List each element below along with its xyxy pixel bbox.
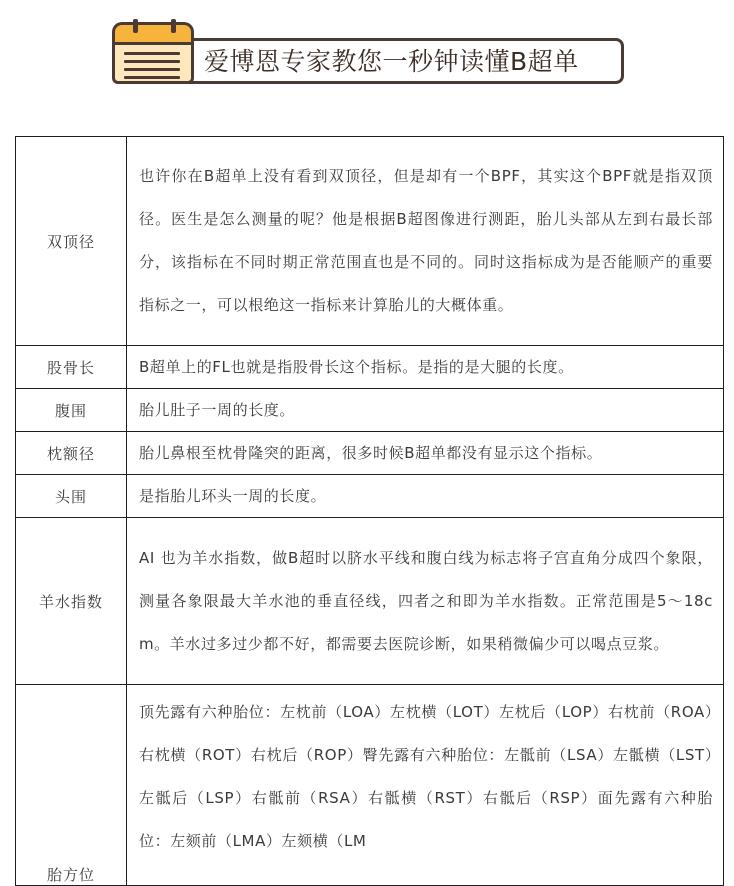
row-description: 胎儿肚子一周的长度。 <box>127 389 724 432</box>
table-row <box>16 346 724 389</box>
calendar-top <box>112 22 194 44</box>
row-description: 顶先露有六种胎位：左枕前（LOA）左枕横（LOT）左枕后（LOP）右枕前（ROA）右枕横（ROT）右枕后（ROP）臀先露有六种胎位：左骶前（LSA）左骶横（LST）左骶后（LSP）右骶前（RSA）右骶横（RST）右骶后（RSP）面先露有六种胎位：左颏前（LMA）左颏横（LM <box>127 685 724 886</box>
table-row <box>16 475 724 518</box>
row-label: 枕额径 <box>16 432 127 475</box>
ultrasound-terms-table <box>15 136 724 886</box>
row-label: 胎方位 <box>16 685 127 886</box>
calendar-ring-right <box>171 19 176 33</box>
table-row <box>16 432 724 475</box>
banner-title: 爱博恩专家教您一秒钟读懂B超单 <box>204 47 579 76</box>
header-banner <box>112 18 630 88</box>
row-description: AI 也为羊水指数，做B超时以脐水平线和腹白线为标志将子宫直角分成四个象限，测量各象限最大羊水池的垂直径线，四者之和即为羊水指数。正常范围是5～18cm。羊水过多过少都不好，都需要去医院诊断，如果稍微偏少可以喝点豆浆。 <box>127 518 724 685</box>
row-label: 羊水指数 <box>16 518 127 685</box>
table-row <box>16 137 724 346</box>
row-label: 双顶径 <box>16 137 127 346</box>
table-row <box>16 518 724 685</box>
row-label: 头围 <box>16 475 127 518</box>
table-row <box>16 685 724 886</box>
table-row <box>16 389 724 432</box>
menu-lines-icon <box>124 52 180 84</box>
row-label: 股骨长 <box>16 346 127 389</box>
calendar-ring-left <box>133 19 138 33</box>
row-description: 胎儿鼻根至枕骨隆突的距离，很多时候B超单都没有显示这个指标。 <box>127 432 724 475</box>
row-description: 也许你在B超单上没有看到双顶径，但是却有一个BPF，其实这个BPF就是指双顶径。医生是怎么测量的呢？他是根据B超图像进行测距，胎儿头部从左到右最长部分，该指标在不同时期正常范围直也是不同的。同时这指标成为是否能顺产的重要指标之一，可以根绝这一指标来计算胎儿的大概体重。 <box>127 137 724 346</box>
row-description: 是指胎儿环头一周的长度。 <box>127 475 724 518</box>
row-label: 腹围 <box>16 389 127 432</box>
calendar-icon <box>112 22 194 84</box>
row-description: B超单上的FL也就是指股骨长这个指标。是指的是大腿的长度。 <box>127 346 724 389</box>
